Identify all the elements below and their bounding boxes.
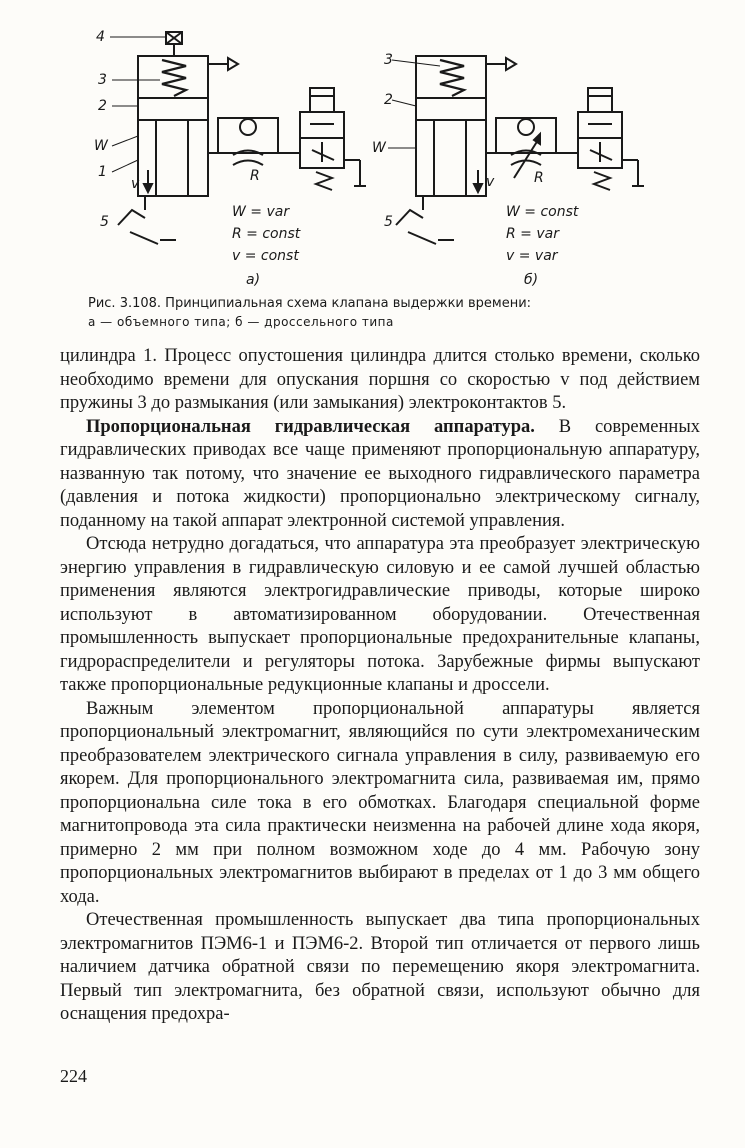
label-b-w: W xyxy=(372,140,386,156)
label-a-4: 4 xyxy=(96,29,105,45)
label-a-v: v xyxy=(131,176,140,192)
label-a-w: W xyxy=(94,138,108,154)
spring-a xyxy=(162,60,186,96)
sub-label-a: а) xyxy=(246,272,261,288)
formula-a-2: R = const xyxy=(232,226,301,242)
formula-a-1: W = var xyxy=(232,204,290,220)
paragraph-5: Отечественная промышленность выпускает два типа пропорциональных электромагнитов ПЭМ6-1 и ПЭМ6-2. Второй тип отличается от первого лишь наличием датчика обратной связи по перемещению якоря электромагнита. Первый тип электромагнита, без обратной связи, используют обычно для оснащения предохра- xyxy=(60,910,700,1024)
label-a-5: 5 xyxy=(100,214,109,230)
formula-b-2: R = var xyxy=(506,226,559,242)
figure-caption xyxy=(88,294,688,332)
valve-schematic-figure xyxy=(0,0,745,292)
page-number: 224 xyxy=(60,1066,87,1086)
section-heading: Пропорциональная гидравлическая аппаратура. xyxy=(86,416,535,437)
label-b-r: R xyxy=(534,170,544,186)
paragraph-4: Важным элементом пропорциональной аппаратуры является пропорциональный электромагнит, являющийся по сути электромеханическим преобразователем электрического сигнала управления в силу, развиваемую его якорем. Для пропорционального электромагнита сила, развиваемая им, прямо пропорциональна силе тока в его обмотках. Благодаря специальной форме магнитопровода эта сила практически неизменна на рабочей длине хода якоря, примерно 2 мм при полном возможном ходе до 4 мм. Рабочую зону пропорциональных электромагнитов выбирают в пределах от 1 до 3 мм общего хода. xyxy=(60,698,700,907)
paragraph-1: цилиндра 1. Процесс опустошения цилиндра длится столько времени, сколько необходимо времени для опускания поршня со скоростью v под действием пружины 3 до размыкания (или замыкания) электроконтактов 5. xyxy=(60,346,700,413)
label-b-v: v xyxy=(486,174,495,190)
paragraph-3: Отсюда нетрудно догадаться, что аппаратура эта преобразует электрическую энергию управления в гидравлическую силовую и ее самой лучшей областью применения являются электрогидравлические приводы, которые широко используют в автоматизированном оборудовании. Отечественная промышленность выпускает пропорциональные предохранительные клапаны, гидрораспределители и регуляторы потока. Зарубежные фирмы выпускают также пропорциональные редукционные клапаны и дроссели. xyxy=(60,534,700,695)
cylinder-b xyxy=(416,56,486,196)
formula-b-1: W = const xyxy=(506,204,579,220)
label-a-2: 2 xyxy=(98,98,107,114)
caption-sub: а — объемного типа; б — дроссельного типа xyxy=(88,315,394,329)
label-b-2: 2 xyxy=(384,92,393,108)
label-b-3: 3 xyxy=(384,52,393,68)
label-a-3: 3 xyxy=(98,72,107,88)
body-text xyxy=(60,345,700,1027)
formula-b-3: v = var xyxy=(506,248,558,264)
paragraph-2-text: В современных гидравлических приводах все чаще применяют пропорциональную аппаратуру, названную так потому, что значение ее выходного гидравлического параметра (давления и потока жидкости) пропорционально электрическому сигналу, поданному на такой аппарат электронной системой управления. xyxy=(60,416,700,531)
label-a-1: 1 xyxy=(98,164,107,180)
paragraph-2 xyxy=(60,416,700,534)
label-b-5: 5 xyxy=(384,214,393,230)
caption-main: Рис. 3.108. Принципиальная схема клапана выдержки времени: xyxy=(88,296,532,311)
formula-a-3: v = const xyxy=(232,248,299,264)
spring-b xyxy=(440,60,464,96)
sub-label-b: б) xyxy=(524,272,539,288)
label-a-r: R xyxy=(250,168,260,184)
